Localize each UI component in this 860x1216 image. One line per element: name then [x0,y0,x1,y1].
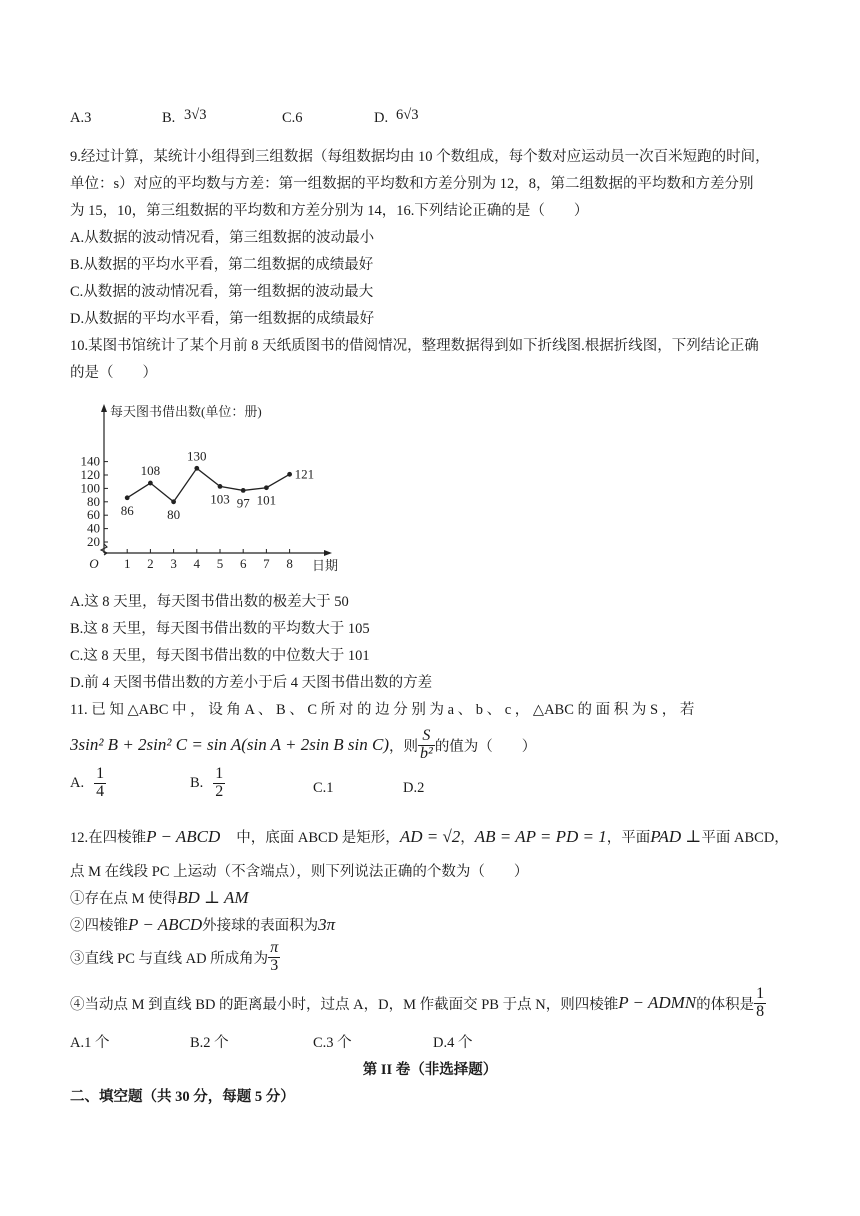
y-tick-label: 20 [87,534,100,549]
y-tick-label: 40 [87,520,100,536]
q9-option-a: A.从数据的波动情况看，第三组数据的波动最小 [70,230,375,246]
origin-label: O [89,556,99,571]
q12-s3-num: π [270,939,279,956]
q10-stem-line1: 10.某图书馆统计了某个月前 8 天纸质图书的借阅情况，整理数据得到如下折线图.根据折线图，下列结论正确 [70,338,759,354]
q12-line1-mid: 中，底面 ABCD 是矩形， [236,830,400,846]
q10-option-a: A.这 8 天里，每天图书借出数的极差大于 50 [70,594,349,610]
data-label: 86 [120,502,134,518]
q12-option-b: B.2 个 [190,1035,229,1051]
q11-option-a-fraction [94,766,106,801]
q12-s2-pre: ②四棱锥 [70,918,128,934]
q10-stem-line2: 的是（ ） [70,365,157,381]
x-tick-label: 4 [193,556,201,571]
q12-s2-mid: 外接球的表面积为 [202,918,319,934]
data-label: 80 [167,506,181,522]
q12-s4-pre: ④当动点 M 到直线 BD 的距离最小时，过点 A，D，M 作截面交 PB 于点 N，则四棱锥 [70,996,619,1013]
q8-option-b-label: B. [162,110,176,126]
x-tick-label: 8 [286,556,293,571]
data-point [241,488,246,493]
q12-s4-num: 1 [756,985,765,1002]
q11-option-a-label: A. [70,774,85,791]
q12-line1-tail: 平面 ABCD， [701,830,789,846]
q9-stem-line3: 为 15，10，第三组数据的平均数和方差分别为 14，16.下列结论正确的是（ ） [70,203,589,219]
q12-s3-pre: ③直线 PC 与直线 AD 所成角为 [70,950,269,967]
q11-fraction [418,728,435,763]
q11-then: ，则 [389,738,419,755]
data-point [125,495,130,500]
x-tick-label: 1 [123,556,131,571]
x-axis-arrow [324,550,332,556]
q9-stem-line2: 单位：s）对应的平均数与方差：第一组数据的平均数和方差分别为 12，8，第二组数据的平均数和方差分别 [70,176,754,192]
data-point [148,481,153,486]
x-axis-title: 日期 [312,558,339,573]
q12-option-d: D.4 个 [433,1035,473,1051]
x-tick-label: 5 [216,556,224,571]
data-label: 103 [210,491,230,507]
q11-option-b-label: B. [190,774,204,791]
data-point [287,472,292,477]
y-tick-label: 60 [87,507,100,523]
section2-heading: 二、填空题（共 30 分，每题 5 分） [70,1089,295,1105]
data-point [264,485,269,490]
q10-option-c: C.这 8 天里，每天图书借出数的中位数大于 101 [70,648,370,664]
q12-line1-math2: AD = √2 [399,827,461,846]
q12-s4-mid: 的体积是 [696,996,755,1013]
q9-option-d: D.从数据的平均水平看，第一组数据的成绩最好 [70,311,375,327]
q12-line1-pre: 12.在四棱锥 [70,830,147,846]
y-tick-label: 80 [87,493,100,509]
q11-option-c: C.1 [313,780,334,796]
q11-option-b-fraction [213,766,225,801]
q9-stem-line1: 9.经过计算，某统计小组得到三组数据（每组数据均由 10 个数组成，每个数对应运动员一次百米短跑的时间， [70,149,770,165]
q8-option-c: C.6 [282,110,303,126]
q11-option-b-den: 2 [215,782,224,800]
q11-stem-line1: 11. 已 知 △ABC 中 ， 设 角 A 、 B 、 C 所 对 的 边 分 别 为 a 、 b 、 c ， △ABC 的 面 积 为 S ， 若 [70,702,695,718]
q9-option-b: B.从数据的平均水平看，第二组数据的成绩最好 [70,257,374,273]
q10-option-d: D.前 4 天图书借出数的方差小于后 4 天图书借出数的方差 [70,675,433,691]
q12-option-c: C.3 个 [313,1035,352,1051]
line-chart [60,398,360,583]
data-label: 101 [256,492,277,508]
q12-line2: 点 M 在线段 PC 上运动（不含端点），则下列说法正确的个数为（ ） [70,864,529,880]
q12-line1-math1: P − ABCD [146,827,221,846]
q11-fraction-num: S [418,728,435,746]
q11-fraction-den: b² [420,744,433,762]
x-tick-label: 6 [239,556,247,571]
q8-option-d-value: 6√3 [396,107,419,123]
y-axis-arrow [101,404,107,412]
data-label: 130 [187,448,207,464]
y-tick-label: 100 [80,480,100,496]
q12-s2-math1: P − ABCD [128,915,203,934]
q12-s1-pre: ①存在点 M 使得 [70,891,178,907]
q12-s4-fraction [754,986,766,1021]
q11-formula: 3sin² B + 2sin² C = sin A(sin A + 2sin B sin C) [70,735,390,755]
q8-option-a: A.3 [70,110,92,126]
data-point [194,466,199,471]
q11-option-b-num: 1 [215,765,224,782]
data-label: 121 [294,466,315,482]
q10-option-b: B.这 8 天里，每天图书借出数的平均数大于 105 [70,621,370,637]
data-point [171,499,176,504]
q11-tail: 的值为（ ） [434,738,537,755]
y-axis-title: 每天图书借出数(单位：册) [110,404,262,419]
q12-s4-math: P − ADMN [618,993,697,1013]
q12-s1-math: BD ⊥ AM [177,888,249,907]
q11-option-d: D.2 [403,780,425,796]
q12-s3-den: 3 [270,956,279,974]
q12-s2-math2: 3π [318,915,336,934]
section2-title: 第 II 卷（非选择题） [362,1062,498,1078]
y-tick-label: 140 [80,453,100,469]
x-tick-label: 2 [147,556,154,571]
x-tick-label: 7 [263,556,270,571]
q12-line1-math4: PAD ⊥ [650,827,702,846]
q12-s3-fraction [268,940,280,975]
q12-s4-den: 8 [756,1002,765,1020]
q12-option-a: A.1 个 [70,1035,110,1051]
y-tick-label: 120 [80,467,100,482]
q8-option-b-value: 3√3 [184,107,207,123]
q12-line1-sep: ， [460,830,475,846]
x-tick-label: 3 [170,556,177,571]
q12-line1-math3: AB = AP = PD = 1 [474,827,607,846]
q11-option-a-num: 1 [96,765,105,782]
q11-option-a-den: 4 [96,782,105,800]
q9-option-c: C.从数据的波动情况看，第一组数据的波动最大 [70,284,374,300]
data-label: 97 [236,495,250,511]
q8-option-d-label: D. [374,110,389,126]
data-label: 108 [140,463,161,479]
q12-line1-end: ，平面 [606,830,651,846]
data-point [218,484,223,489]
